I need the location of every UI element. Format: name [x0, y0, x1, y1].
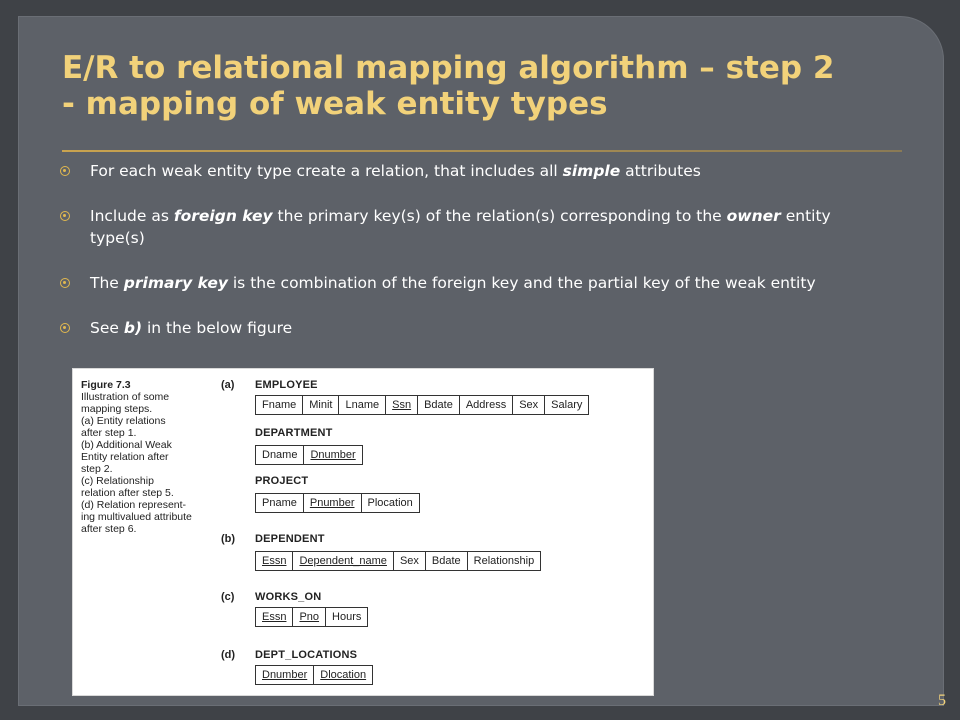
attribute-cell: Minit: [303, 396, 339, 414]
bullet-text: The: [90, 274, 124, 292]
relation-project: [255, 493, 420, 513]
slide-title-line-1: E/R to relational mapping algorithm – step 2: [62, 50, 835, 86]
slide-title: [62, 50, 922, 122]
attribute-cell: Lname: [339, 396, 386, 414]
attribute-cell: Sex: [513, 396, 545, 414]
relation-name-employee: EMPLOYEE: [255, 379, 318, 391]
bullet-icon: [60, 278, 70, 288]
caption-line: (c) Relationship: [81, 475, 154, 487]
caption-line: Entity relation after: [81, 451, 169, 463]
caption-line: Illustration of some: [81, 391, 170, 403]
title-underline: [62, 150, 902, 152]
attribute-cell: Dname: [256, 446, 304, 464]
attribute-cell: Bdate: [426, 552, 468, 570]
caption-line: mapping steps.: [81, 403, 153, 415]
bullet-text: entity type(s): [90, 207, 831, 247]
bullet-item: [58, 160, 858, 182]
attribute-cell: Dnumber: [310, 449, 356, 461]
attribute-cell: Hours: [332, 611, 362, 623]
attribute-cell: Pno: [293, 608, 326, 626]
attribute-cell: Fname: [256, 396, 303, 414]
figure-label: Figure 7.3: [81, 379, 131, 391]
bullet-text: See: [90, 319, 124, 337]
figure-image: [72, 368, 654, 696]
bullet-text: in the below figure: [142, 319, 293, 337]
attribute-cell: Essn: [256, 608, 293, 626]
part-label-c: (c): [221, 591, 235, 603]
attribute-cell: Dependent_name: [293, 552, 393, 570]
bullet-icon: [60, 166, 70, 176]
relation-name-dept-locations: DEPT_LOCATIONS: [255, 649, 358, 661]
relation-works-on: [255, 607, 368, 627]
caption-line: after step 6.: [81, 523, 137, 535]
relation-name-department: DEPARTMENT: [255, 427, 333, 439]
figure-caption: [81, 379, 211, 535]
bullet-keyword: b): [123, 319, 143, 337]
relation-department: [255, 445, 363, 465]
relation-dependent: [255, 551, 541, 571]
bullet-text: For each weak entity type create a relation, that includes all: [90, 162, 563, 180]
bullet-icon: [60, 211, 70, 221]
part-label-a: (a): [221, 379, 235, 391]
bullet-keyword: primary key: [123, 274, 228, 292]
bullet-text: the primary key(s) of the relation(s) corresponding to the: [272, 207, 727, 225]
bullet-item: [58, 205, 858, 249]
attribute-cell: Bdate: [418, 396, 460, 414]
caption-line: step 2.: [81, 463, 113, 475]
bullet-text: is the combination of the foreign key and the partial key of the weak entity: [227, 274, 816, 292]
relation-dept-locations: [255, 665, 373, 685]
slide-title-line-2: - mapping of weak entity types: [62, 86, 608, 122]
relation-name-dependent: DEPENDENT: [255, 533, 325, 545]
bullet-item: [58, 272, 858, 294]
bullet-icon: [60, 323, 70, 333]
relation-employee: [255, 395, 589, 415]
bullet-item: [58, 317, 858, 339]
attribute-cell: Plocation: [367, 497, 413, 509]
attribute-cell: Address: [460, 396, 513, 414]
attribute-cell: Dlocation: [320, 669, 367, 681]
bullet-text: attributes: [620, 162, 701, 180]
caption-line: (b) Additional Weak: [81, 439, 172, 451]
attribute-cell: Pnumber: [304, 494, 362, 512]
attribute-cell: Salary: [551, 399, 583, 411]
attribute-cell: Sex: [394, 552, 426, 570]
attribute-cell: Dnumber: [256, 666, 314, 684]
bullet-keyword: simple: [562, 162, 621, 180]
caption-line: (d) Relation represent-: [81, 499, 187, 511]
caption-line: (a) Entity relations: [81, 415, 166, 427]
bullet-list: [58, 160, 858, 362]
part-label-d: (d): [221, 649, 236, 661]
caption-line: after step 1.: [81, 427, 137, 439]
relation-name-project: PROJECT: [255, 475, 309, 487]
attribute-cell: Ssn: [386, 396, 418, 414]
bullet-text: Include as: [90, 207, 174, 225]
page-number: 5: [938, 692, 946, 709]
attribute-cell: Essn: [256, 552, 293, 570]
part-label-b: (b): [221, 533, 236, 545]
attribute-cell: Relationship: [473, 555, 535, 567]
caption-line: relation after step 5.: [81, 487, 174, 499]
relation-name-works-on: WORKS_ON: [255, 591, 322, 603]
bullet-keyword: owner: [726, 207, 781, 225]
caption-line: ing multivalued attribute: [81, 511, 192, 523]
attribute-cell: Pname: [256, 494, 304, 512]
bullet-keyword: foreign key: [173, 207, 273, 225]
